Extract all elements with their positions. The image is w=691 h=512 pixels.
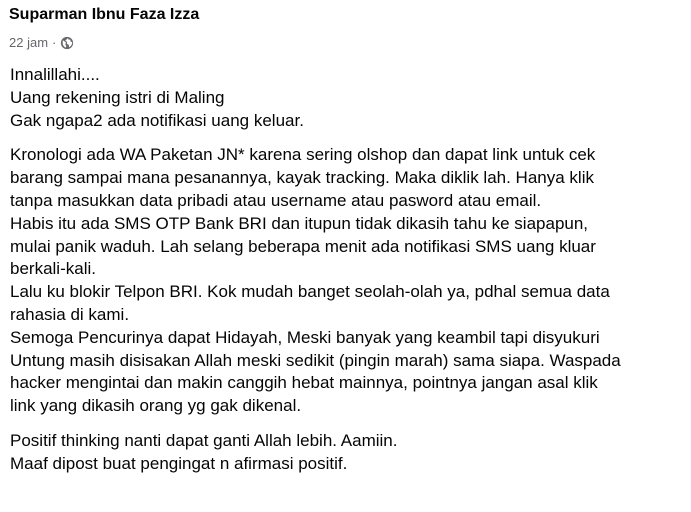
post-author-name[interactable]: Suparman Ibnu Faza Izza bbox=[9, 6, 200, 23]
post-timestamp[interactable]: 22 jam bbox=[9, 35, 49, 50]
post-paragraph bbox=[10, 64, 686, 132]
globe-icon[interactable] bbox=[60, 36, 74, 50]
post-text-line: tanpa masukkan data pribadi atau username atau pasword atau email. bbox=[10, 190, 542, 210]
post-text-line: link yang dikasih orang yg gak dikenal. bbox=[10, 396, 302, 416]
post-text-line: Lalu ku blokir Telpon BRI. Kok mudah banget seolah-olah ya, pdhal semua data bbox=[10, 282, 610, 302]
post-text-line: rahasia di kami. bbox=[10, 304, 130, 324]
post-text-line: berkali-kali. bbox=[10, 259, 96, 279]
post-text-line: Kronologi ada WA Paketan JN* karena sering olshop dan dapat link untuk cek bbox=[10, 145, 596, 165]
post-text-line: Innalillahi.... bbox=[10, 65, 100, 84]
post-text-line: Maaf dipost buat pengingat n afirmasi positif. bbox=[10, 453, 348, 473]
post-text-line: hacker mengintai dan makin canggih hebat mainnya, pointnya jangan asal klik bbox=[10, 373, 598, 393]
post-text-line: Gak ngapa2 ada notifikasi uang keluar. bbox=[10, 110, 304, 130]
post-paragraph bbox=[10, 144, 686, 418]
post-message bbox=[10, 64, 686, 488]
post-text-line: Habis itu ada SMS OTP Bank BRI dan itupun tidak dikasih tahu ke siapapun, bbox=[10, 213, 589, 233]
meta-separator: · bbox=[52, 35, 57, 50]
post-text-line: Uang rekening istri di Maling bbox=[10, 87, 225, 107]
post-text-line: Untung masih disisakan Allah meski sedikit (pingin marah) sama siapa. Waspada bbox=[10, 350, 621, 370]
post-paragraph bbox=[10, 430, 686, 476]
post-meta bbox=[9, 35, 74, 50]
post-text-line: mulai panik waduh. Lah selang beberapa menit ada notifikasi SMS uang kluar bbox=[10, 236, 596, 256]
post-text-line: barang sampai mana pesanannya, kayak tracking. Maka diklik lah. Hanya klik bbox=[10, 168, 594, 188]
post-text-line: Semoga Pencurinya dapat Hidayah, Meski banyak yang keambil tapi disyukuri bbox=[10, 327, 600, 347]
post-text-line: Positif thinking nanti dapat ganti Allah lebih. Aamiin. bbox=[10, 430, 398, 450]
